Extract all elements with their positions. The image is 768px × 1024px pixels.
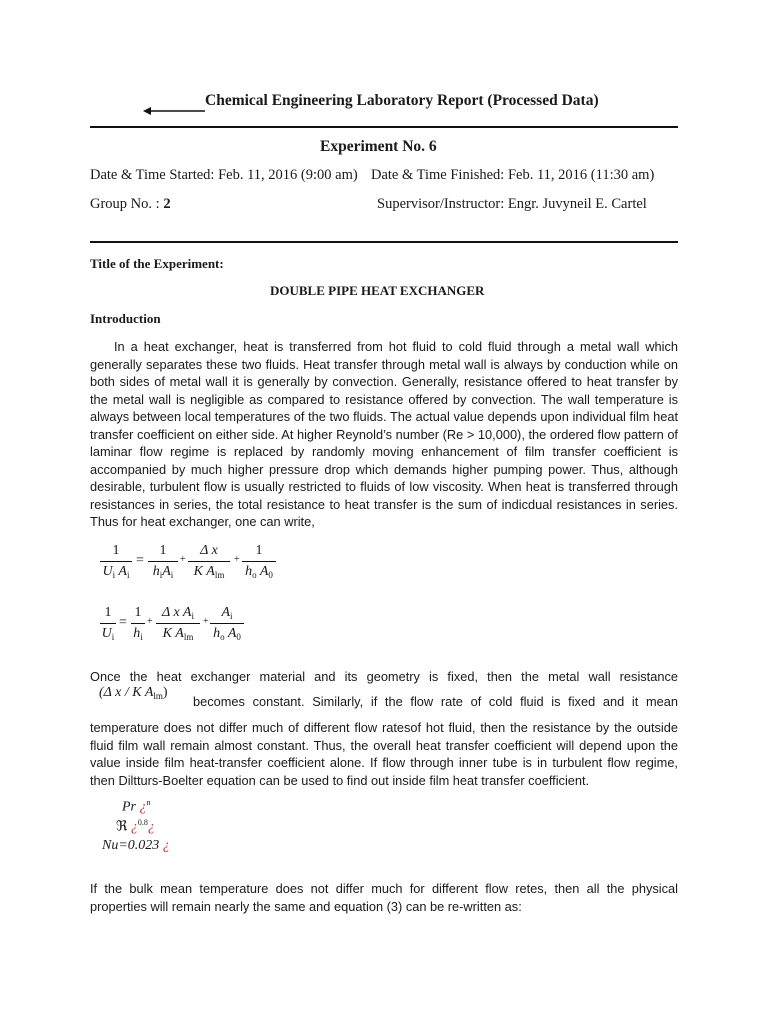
- date-finished: Date & Time Finished: Feb. 11, 2016 (11:30 am): [371, 167, 655, 183]
- intro-paragraph: In a heat exchanger, heat is transferred from hot fluid to cold fluid through a metal wall which generally separates these two fluids. Heat transfer through metal wall is always by conduction while on both sides of metal wall it is generally by convection. Generally, resistance offered to heat transfer by the metal wall is negligible as compared to resistance offered by convection. The wall temperature is always between local temperatures of the two fluids. The actual value depends upon individual film heat transfer coefficient on either side. At higher Reynold’s number (Re > 10,000), the ordered flow pattern of laminar flow regime is replaced by randomly moving enhancement of film transfer coefficient is accompanied by much higher pressure drop which demands higher pumping power. Thus, although desirable, turbulent flow is usually restricted to fluids of low viscosity. When heat is transferred through resistances in series, the total resistance to heat transfer is the sum of indicdual resistances in series. Thus for heat exchanger, one can write,: [90, 339, 678, 529]
- wall-resistance-formula: (Δ x / K $A_{lm}$): [99, 685, 168, 701]
- experiment-title: DOUBLE PIPE HEAT EXCHANGER: [270, 283, 485, 298]
- paragraph-2-line1: Once the heat exchanger material and its geometry is fixed, then the metal wall resistance: [90, 669, 678, 684]
- group-value: 2: [163, 196, 171, 212]
- divider-top: [90, 126, 678, 128]
- report-title: Chemical Engineering Laboratory Report (Processed Data): [205, 92, 599, 109]
- paragraph-2-after-formula: becomes constant. Similarly, if the flow rate of cold fluid is fixed and it mean: [193, 694, 678, 709]
- divider-bottom: [90, 241, 678, 243]
- paragraph-3: If the bulk mean temperature does not differ much for different flow retes, then all the physical properties will remain nearly the same and equation (3) can be re-written as:: [90, 881, 678, 914]
- title-label: Title of the Experiment:: [90, 256, 224, 271]
- equation-2: 1 $U_i$ = 1 $h_i$ + Δ x $A_i$ K $A_{lm}$ + $A_i$ $h_o$ $A_0$: [100, 605, 290, 647]
- group-label: Group No. :: [90, 196, 164, 212]
- intro-heading: Introduction: [90, 311, 161, 326]
- dittus-boelter-equation: Pr ¿$^n$ ℜ ¿$^{0.8}$¿ Nu=0.023 ¿: [102, 798, 170, 853]
- paragraph-2-rest: temperature does not differ much of different flow ratesof hot fluid, then the resistance by the outside fluid film wall remain almost constant. Thus, the overall heat transfer coefficient will depend upon the value inside film heat-transfer coefficient alone. If flow through inner tube is in turbulent flow regime, then Diltturs-Boelter equation can be used to find out inside film heat transfer coefficient.: [90, 720, 678, 788]
- group-number: [90, 196, 171, 213]
- equation-1: 1 $U_i$ $A_i$ = 1 $h_iA_i$ + Δ x K $A_{lm}$ + 1 $h_o$ $A_0$: [100, 543, 290, 585]
- supervisor: Supervisor/Instructor: Engr. Juvyneil E. Cartel: [377, 196, 647, 212]
- arrow-left-icon: [143, 104, 205, 118]
- date-started: Date & Time Started: Feb. 11, 2016 (9:00 am): [90, 167, 358, 183]
- experiment-number: Experiment No. 6: [320, 138, 437, 155]
